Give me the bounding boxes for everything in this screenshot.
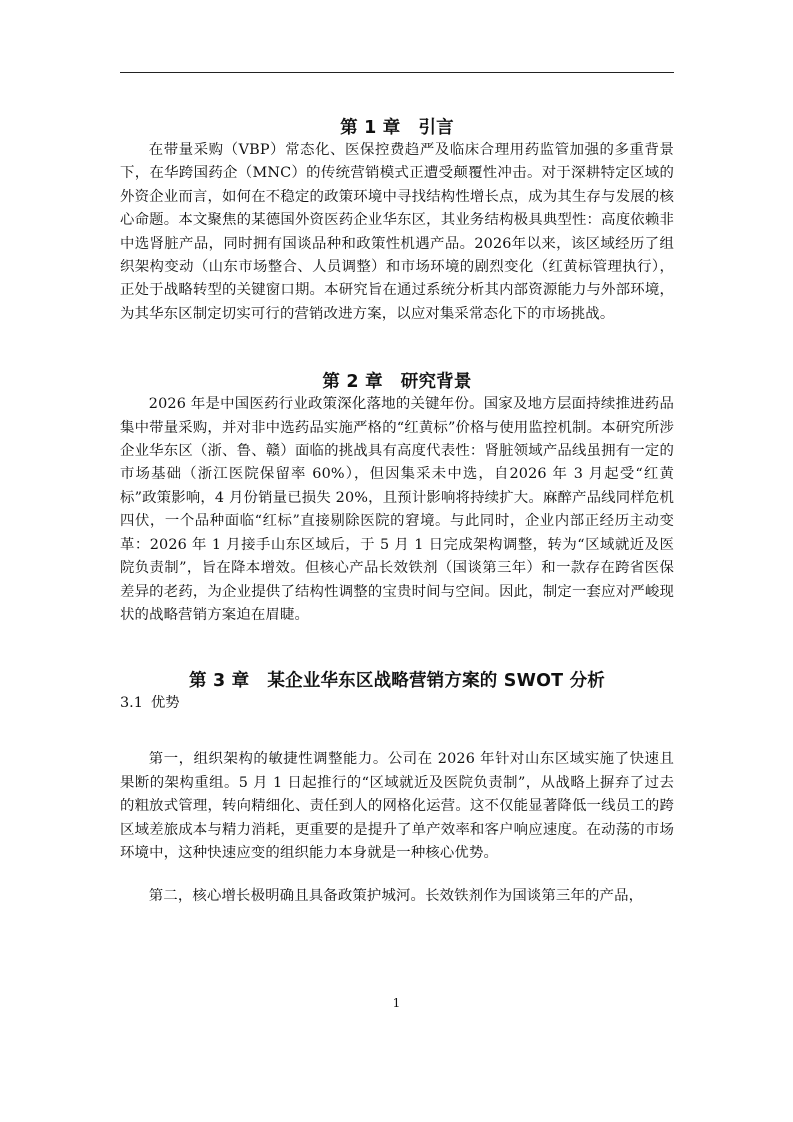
chapter-2-title: 研究背景 bbox=[400, 372, 472, 393]
chapter-3-title: 某企业华东区战略营销方案的 SWOT 分析 bbox=[267, 671, 605, 692]
chapter-2-paragraph: 2026 年是中国医药行业政策深化落地的关键年份。国家及地方层面持续推进药品集中带量采购，并对非中选药品实施严格的“红黄标”价格与使用监控机制。本研究所涉企业华东区（浙、鲁、赣）面临的挑战具有高度代表性：肾脏领域产品线虽拥有一定的市场基础（浙江医院保留率 60%），但因集采未中选，自2026 年 3 月起受“红黄标”政策影响，4 月份销量已损失 20%，且预计影响将持续扩大。麻醉产品线同样危机四伏，一个品种面临“红标”直接剔除医院的窘境。与此同时，企业内部正经历主动变革：2026 年 1 月接手山东区域后，于 5 月 1 日完成架构调整，转为“区域就近及医院负责制”，旨在降本增效。但核心产品长效铁剂（国谈第三年）和一款存在跨省医保差异的老药，为企业提供了结构性调整的宝贵时间与空间。因此，制定一套应对严峻现状的战略营销方案迫在眉睫。 bbox=[120, 396, 674, 623]
chapter-3-heading bbox=[120, 667, 674, 692]
chapter-1-heading bbox=[120, 114, 674, 139]
chapter-2-number: 第 2 章 bbox=[322, 372, 383, 393]
chapter-2-heading bbox=[120, 368, 674, 393]
page-number: 1 bbox=[392, 996, 401, 1010]
section-3-1-number: 3.1 bbox=[120, 695, 143, 712]
chapter-1-paragraph: 在带量采购（VBP）常态化、医保控费趋严及临床合理用药监管加强的多重背景下，在华跨国药企（MNC）的传统营销模式正遭受颠覆性冲击。对于深耕特定区域的外资企业而言，如何在不稳定的政策环境中寻找结构性增长点，成为其生存与发展的核心命题。本文聚焦的某德国外资医药企业华东区，其业务结构极具典型性：高度依赖非中选肾脏产品，同时拥有国谈品种和政策性机遇产品。2026年以来，该区域经历了组织架构变动（山东市场整合、人员调整）和市场环境的剧烈变化（红黄标管理执行），正处于战略转型的关键窗口期。本研究旨在通过系统分析其内部资源能力与外部环境，为其华东区制定切实可行的营销改进方案，以应对集采常态化下的市场挑战。 bbox=[120, 142, 674, 322]
section-3-1-paragraph-1: 第一，组织架构的敏捷性调整能力。公司在 2026 年针对山东区域实施了快速且果断的架构重组。5 月 1 日起推行的“区域就近及医院负责制”，从战略上摒弃了过去的粗放式管理，转向精细化、责任到人的网格化运营。这不仅能显著降低一线员工的跨区域差旅成本与精力消耗，更重要的是提升了单产效率和客户响应速度。在动荡的市场环境中，这种快速应变的组织能力本身就是一种核心优势。 bbox=[120, 751, 674, 861]
chapter-1-number: 第 1 章 bbox=[340, 118, 401, 138]
section-3-1-title: 优势 bbox=[150, 695, 180, 712]
section-3-1-heading bbox=[120, 692, 674, 715]
chapter-3-number: 第 3 章 bbox=[189, 671, 250, 692]
header-rule bbox=[120, 72, 674, 73]
section-3-1-paragraph-2: 第二，核心增长极明确且具备政策护城河。长效铁剂作为国谈第三年的产品， bbox=[148, 888, 644, 905]
page-content bbox=[120, 114, 674, 909]
chapter-1-title: 引言 bbox=[418, 118, 454, 138]
